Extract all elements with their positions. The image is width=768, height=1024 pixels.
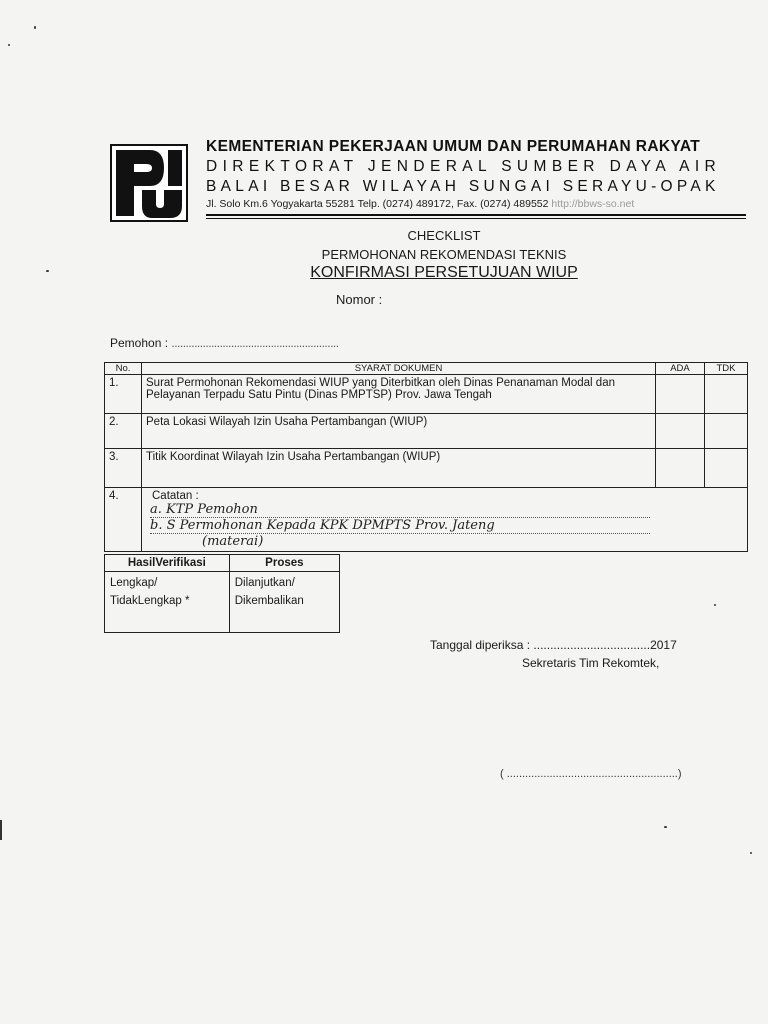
handwriting-line-2: b. S Permohonan Kepada KPK DPMPTS Prov. Jateng [150,518,650,534]
row-no: 4. [105,488,142,552]
proses-dilanjutkan: Dilanjutkan/ [234,577,295,589]
scan-speck [664,826,667,828]
row-text: Titik Koordinat Wilayah Izin Usaha Pertambangan (WIUP) [142,449,656,488]
scan-edge-mark [0,820,2,840]
proses-cell[interactable] [229,572,339,633]
header-tdk: TDK [705,363,748,375]
verification-row [105,572,340,633]
hasil-lengkap: Lengkap/ [110,577,158,589]
catatan-cell[interactable] [142,488,748,552]
address-text: Jl. Solo Km.6 Yogyakarta 55281 Telp. (0274) 489172, Fax. (0274) 489552 [206,198,549,210]
scan-speck [750,852,752,854]
verification-table [104,554,340,633]
permohonan-title: PERMOHONAN REKOMENDASI TEKNIS [321,247,567,262]
proses-dikembalikan: Dikembalikan [234,595,304,607]
table-header-row [105,363,748,375]
row-no: 1. [105,375,142,414]
header-ada: ADA [656,363,705,375]
hasil-cell[interactable] [105,572,230,633]
directorate-name: DIREKTORAT JENDERAL SUMBER DAYA AIR [206,158,722,175]
hasil-tidak-lengkap: TidakLengkap * [110,595,190,607]
address-line [206,198,634,210]
website-link[interactable]: http://bbws-so.net [551,198,635,210]
row-text: Peta Lokasi Wilayah Izin Usaha Pertambangan (WIUP) [142,414,656,449]
signature-line: ( ........................................................) [500,768,682,780]
tdk-checkbox[interactable] [705,414,748,449]
header-rule-thin [206,218,746,219]
konfirmasi-title: KONFIRMASI PERSETUJUAN WIUP [310,264,578,281]
header-rule-thick [206,214,746,216]
checklist-table [104,362,748,552]
header-proses: Proses [229,555,339,572]
row-no: 3. [105,449,142,488]
scan-speck [8,44,10,46]
scan-speck [34,26,36,29]
header-hasil-verifikasi: HasilVerifikasi [105,555,230,572]
pemohon-dots: ........................................................... [171,336,339,350]
catatan-label: Catatan : [152,490,199,502]
ada-checkbox[interactable] [656,449,705,488]
header-syarat: SYARAT DOKUMEN [142,363,656,375]
scan-speck [714,604,716,606]
row-text: Surat Permohonan Rekomendasi WIUP yang Diterbitkan oleh Dinas Penanaman Modal dan Pelayanan Terpadu Satu Pintu (Dinas PMPTSP) Prov. Jawa Tengah [142,375,656,414]
ministry-name: KEMENTERIAN PEKERJAAN UMUM DAN PERUMAHAN RAKYAT [206,138,701,155]
table-row [105,449,748,488]
verification-header-row [105,555,340,572]
table-row [105,488,748,552]
row-no: 2. [105,414,142,449]
handwriting-line-3: (materai) [202,534,264,549]
table-row [105,414,748,449]
table-row [105,375,748,414]
pu-logo [110,144,188,222]
sekretaris-label: Sekretaris Tim Rekomtek, [522,656,660,670]
pemohon-field [110,336,339,350]
ada-checkbox[interactable] [656,414,705,449]
scan-speck [46,270,49,272]
tanggal-diperiksa: Tanggal diperiksa : ...................................2017 [430,638,677,652]
ada-checkbox[interactable] [656,375,705,414]
office-name: BALAI BESAR WILAYAH SUNGAI SERAYU-OPAK [206,178,720,195]
tdk-checkbox[interactable] [705,449,748,488]
tdk-checkbox[interactable] [705,375,748,414]
nomor-label: Nomor : [336,292,383,307]
pu-logo-icon [112,146,186,220]
checklist-title: CHECKLIST [407,228,481,243]
header-no: No. [105,363,142,375]
handwriting-line-1: a. KTP Pemohon [150,502,650,518]
pemohon-label: Pemohon : [110,336,169,350]
